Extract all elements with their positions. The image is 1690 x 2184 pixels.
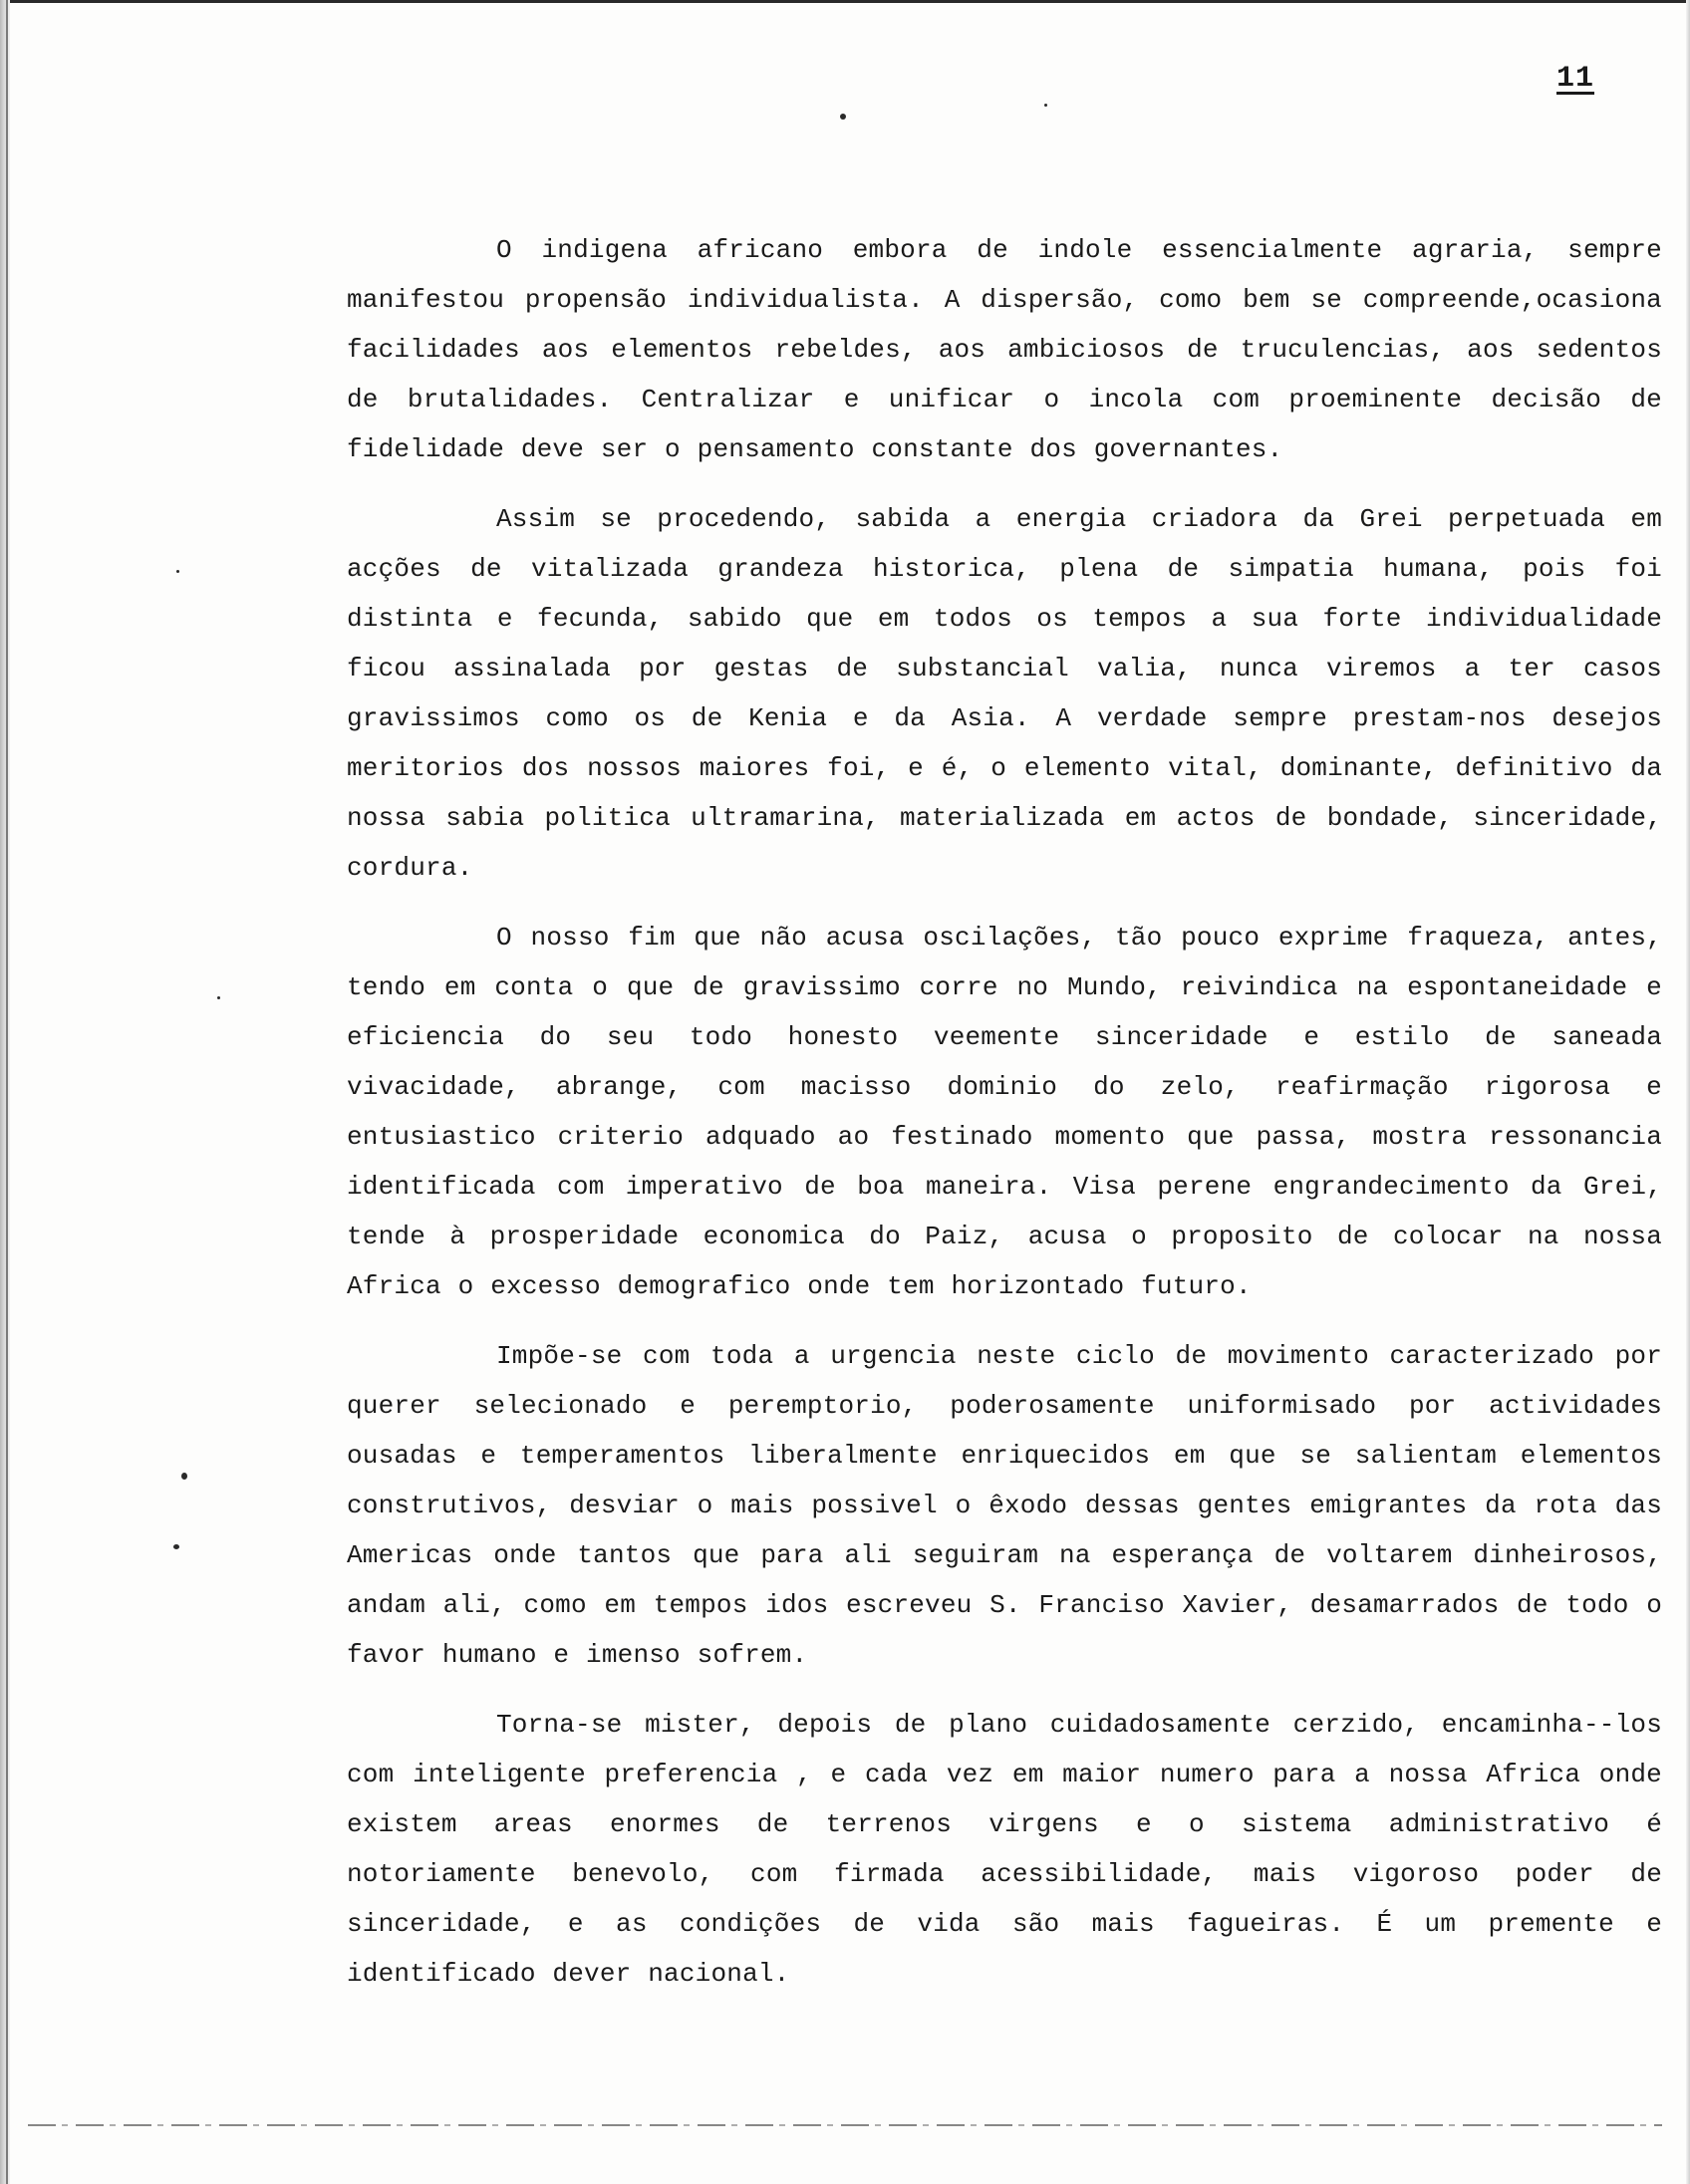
paragraph: Impõe-se com toda a urgencia neste ciclo de movimento caracterizado por querer selecionado e peremptorio, poderosamente uniformisado por actividades ousadas e temperamentos liberalmente enriquecidos em que se salientam elementos construtivos, desviar o mais possivel o êxodo dessas gentes emigrantes da rota das Americas onde tantos que para ali seguiram na esperança de voltarem dinheirosos, andam ali, como em tempos idos escreveu S. Franciso Xavier, desamarrados de todo o favor humano e imenso sofrem. [347,1341,1662,1670]
page-number: 11 [1556,62,1595,96]
ink-speck [217,996,220,999]
paragraph: O nosso fim que não acusa oscilações, tão pouco exprime fraqueza, antes, tendo em conta o que de gravissimo corre no Mundo, reivindica na espontaneidade e eficiencia do seu todo honesto veemente sinceridade e estilo de saneada vivacidade, abrange, com macisso dominio do zelo, reafirmação rigorosa e entusiastico criterio adquado ao festinado momento que passa, mostra ressonancia identificada com imperativo de boa maneira. Visa perene engrandecimento da Grei, tende à prosperidade economica do Paiz, acusa o proposito de colocar na nossa Africa o excesso demografico onde tem horizontado futuro. [347,923,1662,1301]
ink-speck [181,1473,187,1480]
ink-speck [173,1544,179,1549]
ink-speck [1044,104,1047,107]
scan-bottom-edge [28,2124,1662,2126]
paragraph: Torna-se mister, depois de plano cuidadosamente cerzido, encaminha--los com inteligente preferencia , e cada vez em maior numero para a nossa Africa onde existem areas enormes de terrenos virgens e o sistema administrativo é notoriamente benevolo, com firmada acessibilidade, mais vigoroso poder de sinceridade, e as condições de vida são mais fagueiras. É um premente e identificado dever nacional. [347,1710,1662,1989]
scan-top-edge [0,0,1690,3]
scan-left-edge [0,0,10,2184]
scan-right-edge [1686,0,1690,2184]
ink-speck [176,570,179,573]
paragraph: O indigena africano embora de indole essencialmente agraria, sempre manifestou propensão individualista. A dispersão, como bem se compreende,ocasiona facilidades aos elementos rebeldes, aos ambiciosos de truculencias, aos sedentos de brutalidades. Centralizar e unificar o incola com proeminente decisão de fidelidade deve ser o pensamento constante dos governantes. [347,235,1662,464]
ink-speck [840,114,846,120]
paragraph: Assim se procedendo, sabida a energia criadora da Grei perpetuada em acções de vitalizada grandeza historica, plena de simpatia humana, pois foi distinta e fecunda, sabido que em todos os tempos a sua forte individualidade ficou assinalada por gestas de substancial valia, nunca viremos a ter casos gravissimos como os de Kenia e da Asia. A verdade sempre prestam-nos desejos meritorios dos nossos maiores foi, e é, o elemento vital, dominante, definitivo da nossa sabia politica ultramarina, materializada em actos de bondade, sinceridade, cordura. [347,504,1662,883]
scan-left-binding-line [6,0,8,2184]
body-text [347,225,1662,1999]
